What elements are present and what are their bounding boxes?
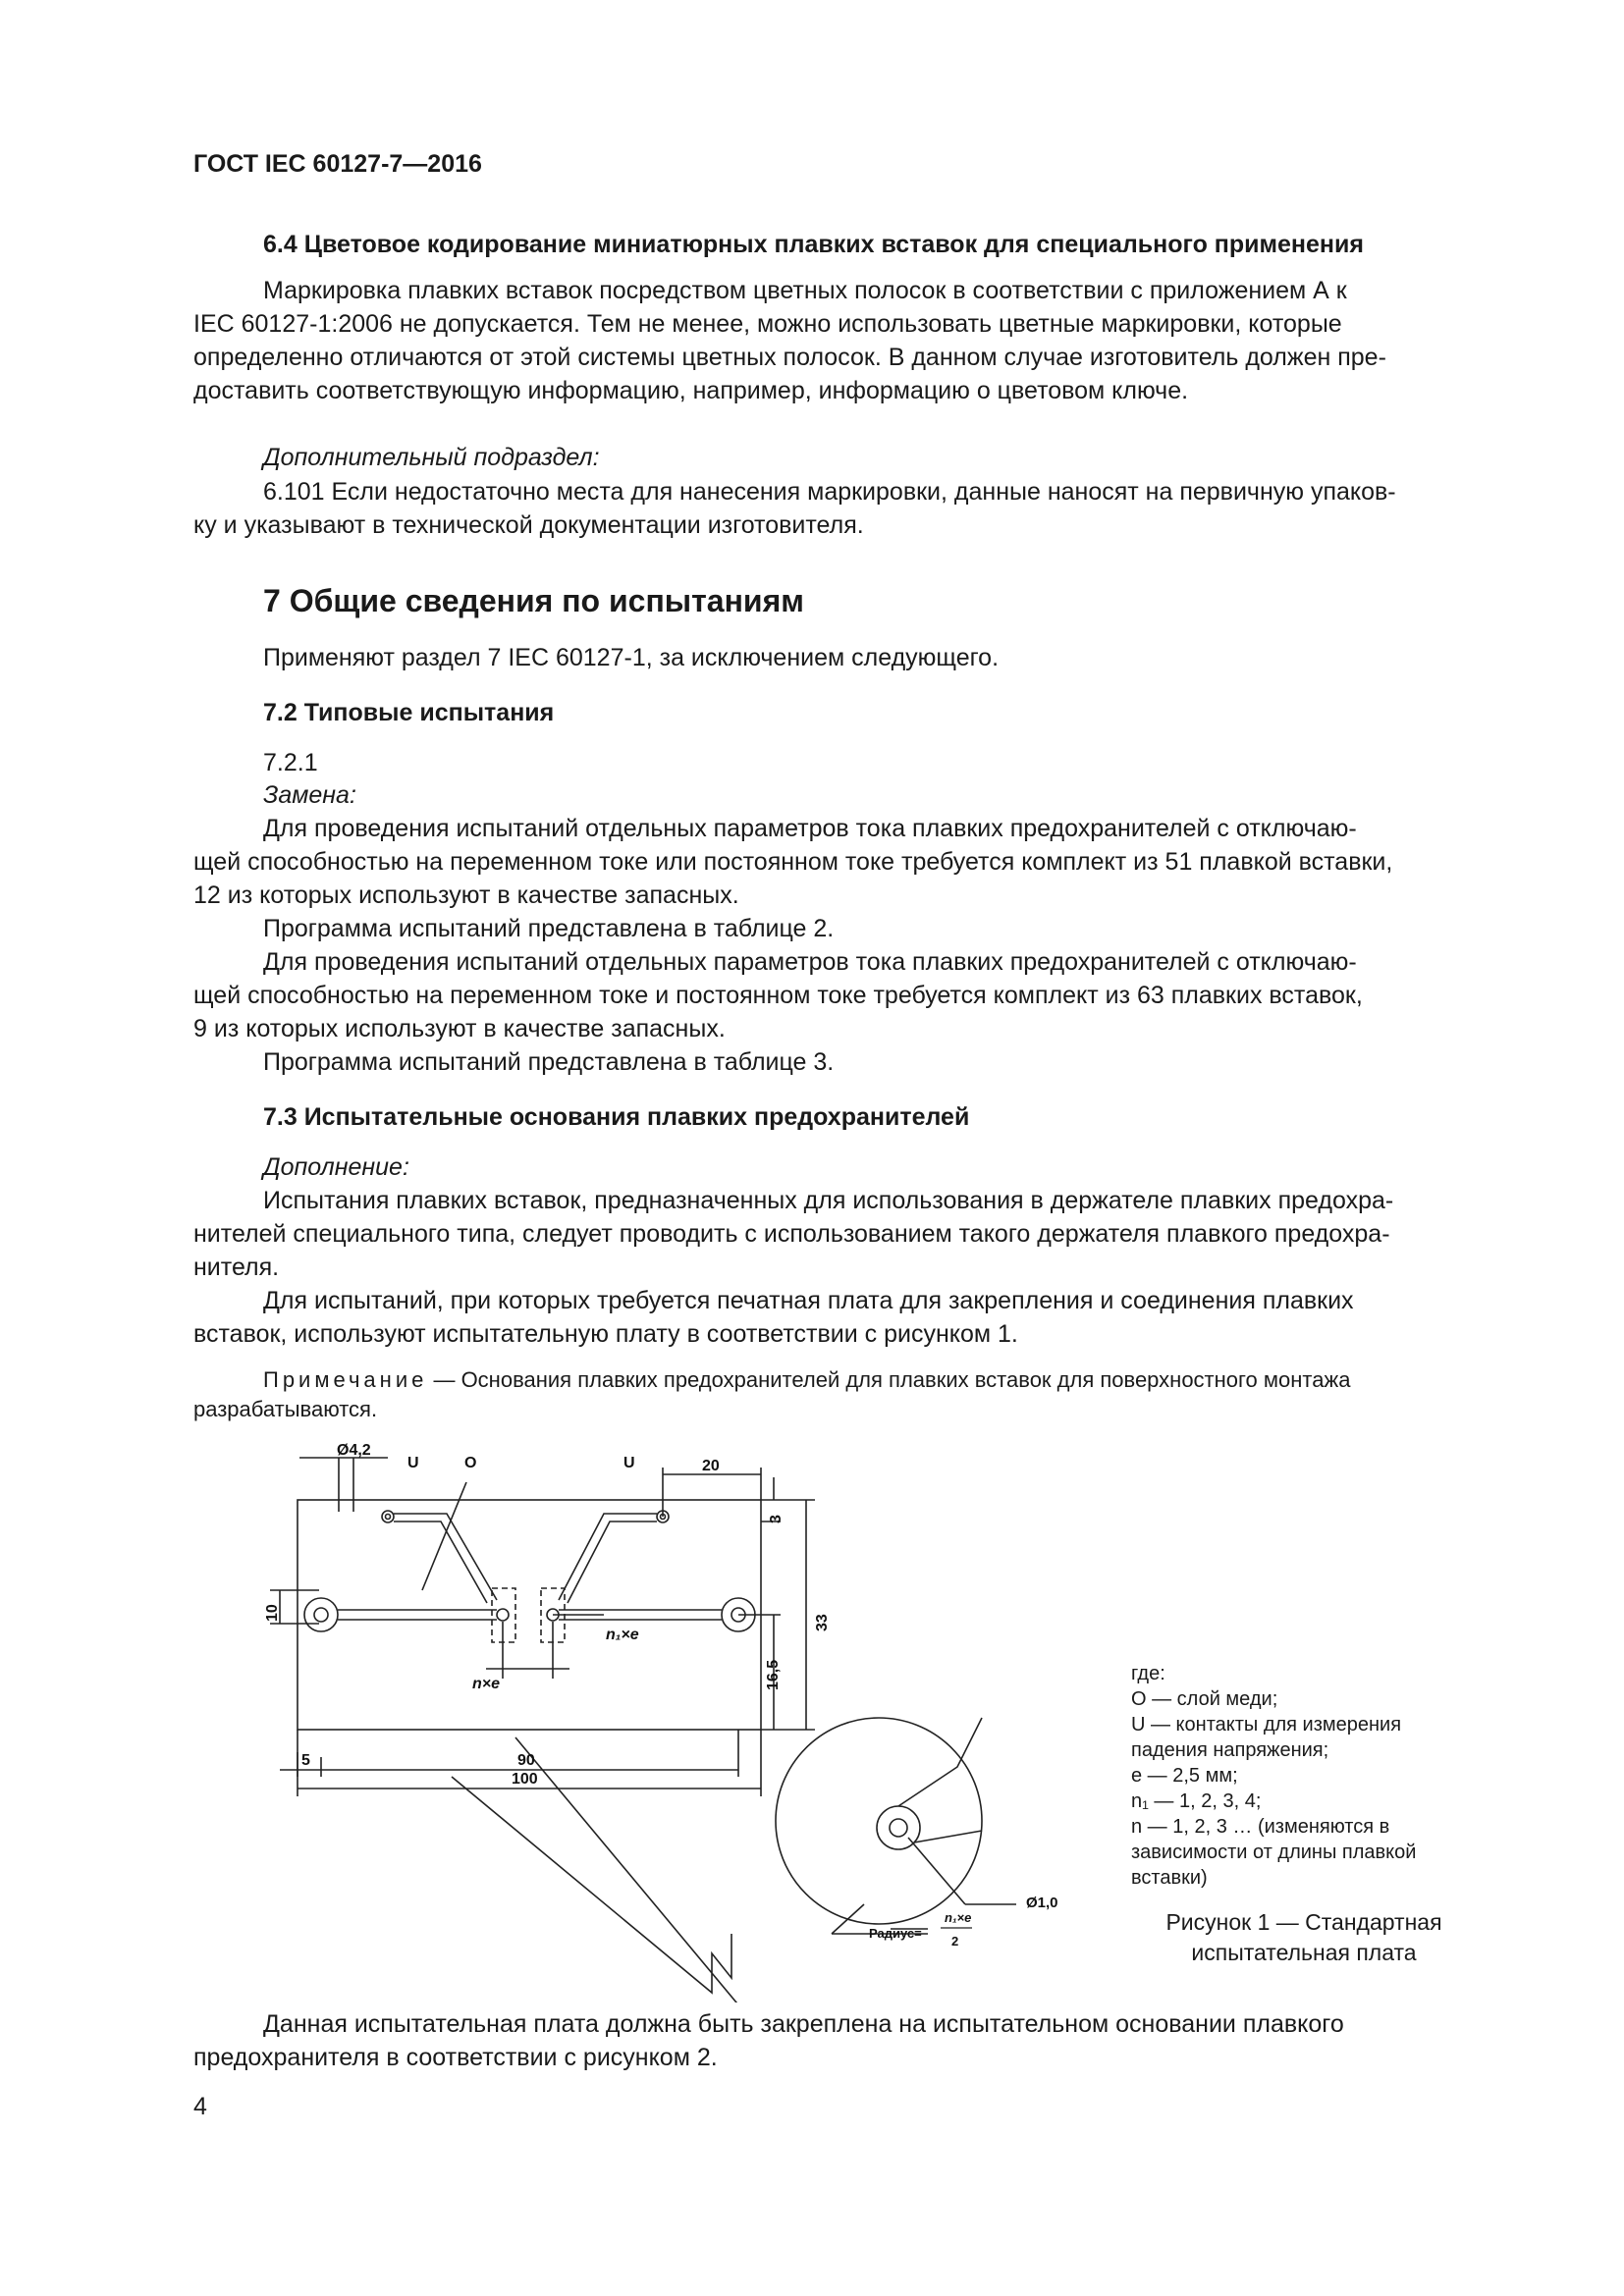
- section-7-2-1-number: 7.2.1: [263, 749, 318, 776]
- radius-denominator: 2: [951, 1934, 959, 1949]
- dim-100: 100: [512, 1771, 538, 1788]
- figure-legend: [1131, 1661, 1475, 1891]
- text-line: доставить соответствующую информацию, например, информацию о цветовом ключе.: [193, 377, 1189, 404]
- legend-line: n₁ — 1, 2, 3, 4;: [1131, 1790, 1262, 1812]
- radius-numerator: n₁×e: [945, 1910, 972, 1925]
- dim-diameter-4-2: Ø4,2: [337, 1443, 371, 1459]
- dim-10: 10: [264, 1604, 281, 1622]
- dim-5: 5: [301, 1752, 310, 1769]
- dim-n-e: n×e: [472, 1676, 501, 1692]
- legend-line: падения напряжения;: [1131, 1739, 1329, 1761]
- text-line: нителей специального типа, следует проводить с использованием такого держателя плавкого предохра-: [193, 1220, 1390, 1248]
- section-7-3-title: 7.3 Испытательные основания плавких предохранителей: [263, 1103, 970, 1131]
- additional-subsection-label: Дополнительный подраздел:: [263, 444, 600, 471]
- text-line: щей способностью на переменном токе и постоянном токе требуется комплект из 63 плавких вставок,: [193, 982, 1363, 1009]
- magnified-detail: [776, 1718, 1016, 1934]
- note-text-continued: разрабатываются.: [193, 1397, 378, 1421]
- section-6-4-title: 6.4 Цветовое кодирование миниатюрных плавких вставок для специального применения: [263, 231, 1364, 258]
- text-line: 12 из которых используют в качестве запасных.: [193, 881, 739, 909]
- text-line: 6.101 Если недостаточно места для нанесения маркировки, данные наносят на первичную упаков-: [263, 478, 1396, 506]
- legend-line: зависимости от длины плавкой: [1131, 1842, 1417, 1863]
- legend-line: U — контакты для измерения: [1131, 1714, 1402, 1735]
- dim-20: 20: [702, 1458, 720, 1474]
- legend-line: е — 2,5 мм;: [1131, 1765, 1238, 1787]
- section-6-101-paragraph: [193, 475, 1526, 542]
- text-line: нителя.: [193, 1254, 280, 1281]
- page-number: 4: [193, 2093, 207, 2120]
- dim-16-5: 16,5: [765, 1659, 782, 1690]
- legend-line: где:: [1131, 1663, 1165, 1684]
- dim-diameter-1-0: Ø1,0: [1026, 1895, 1058, 1911]
- replacement-label: Замена:: [263, 781, 356, 809]
- dim-33: 33: [814, 1614, 831, 1631]
- caption-line: испытательная плата: [1191, 1940, 1417, 1965]
- text-line: Для проведения испытаний отдельных параметров тока плавких предохранителей с отключаю-: [263, 815, 1357, 842]
- dim-3: 3: [768, 1515, 785, 1523]
- program-table-2: Программа испытаний представлена в таблице 2.: [263, 915, 835, 942]
- text-line: вставок, используют испытательную плату в соответствии с рисунком 1.: [193, 1320, 1018, 1348]
- program-table-3: Программа испытаний представлена в таблице 3.: [263, 1048, 835, 1076]
- label-o: O: [464, 1455, 477, 1471]
- text-line: щей способностью на переменном токе или постоянном токе требуется комплект из 51 плавкой вставки,: [193, 848, 1393, 876]
- legend-line: n — 1, 2, 3 … (изменяются в: [1131, 1816, 1390, 1838]
- text-line: Испытания плавких вставок, предназначенных для использования в держателе плавких предохра-: [263, 1187, 1394, 1214]
- section-7-intro: Применяют раздел 7 IEC 60127-1, за исключением следующего.: [263, 644, 1000, 671]
- dim-n1-e: n₁×e: [606, 1627, 639, 1643]
- label-u-right: U: [623, 1455, 635, 1471]
- dim-90: 90: [517, 1752, 535, 1769]
- figure-standard-test-board: [250, 1443, 1134, 2002]
- legend-line: О — слой меди;: [1131, 1688, 1278, 1710]
- text-line: Маркировка плавких вставок посредством цветных полосок в соответствии с приложением А к: [263, 277, 1347, 304]
- paragraph-63-fuses: [193, 945, 1526, 1045]
- label-u-left: U: [407, 1455, 419, 1471]
- text-line: определенно отличаются от этой системы цветных полосок. В данном случае изготовитель должен пре-: [193, 344, 1386, 371]
- section-6-4-paragraph: [193, 274, 1526, 407]
- text-line: Данная испытательная плата должна быть закреплена на испытательном основании плавкого: [263, 2010, 1344, 2038]
- text-line: Для проведения испытаний отдельных параметров тока плавких предохранителей с отключаю-: [263, 948, 1357, 976]
- legend-line: вставки): [1131, 1867, 1208, 1889]
- paragraph-test-board: [193, 1284, 1526, 1351]
- section-7-2-title: 7.2 Типовые испытания: [263, 699, 555, 726]
- text-line: 9 из которых используют в качестве запасных.: [193, 1015, 726, 1042]
- document-code: ГОСТ IEC 60127-7—2016: [193, 150, 482, 178]
- note-text: — Основания плавких предохранителей для плавких вставок для поверхностного монтажа: [427, 1367, 1351, 1392]
- paragraph-special-holder: [193, 1184, 1526, 1284]
- note: [193, 1365, 1526, 1424]
- addition-label: Дополнение:: [263, 1153, 409, 1181]
- text-line: Для испытаний, при которых требуется печатная плата для закрепления и соединения плавких: [263, 1287, 1354, 1314]
- section-7-title: 7 Общие сведения по испытаниям: [263, 583, 804, 618]
- figure-caption: [1137, 1907, 1471, 1968]
- text-line: ку и указывают в технической документации изготовителя.: [193, 511, 864, 539]
- text-line: предохранителя в соответствии с рисунком 2.: [193, 2044, 718, 2071]
- board-outline: [298, 1500, 761, 1730]
- closing-paragraph: [193, 2007, 1526, 2074]
- paragraph-51-fuses: [193, 812, 1526, 912]
- note-label: Примечание: [263, 1367, 428, 1392]
- text-line: IEC 60127-1:2006 не допускается. Тем не менее, можно использовать цветные маркировки, которые: [193, 310, 1342, 338]
- caption-line: Рисунок 1 — Стандартная: [1165, 1909, 1442, 1935]
- radius-label: Радиус=: [869, 1926, 922, 1941]
